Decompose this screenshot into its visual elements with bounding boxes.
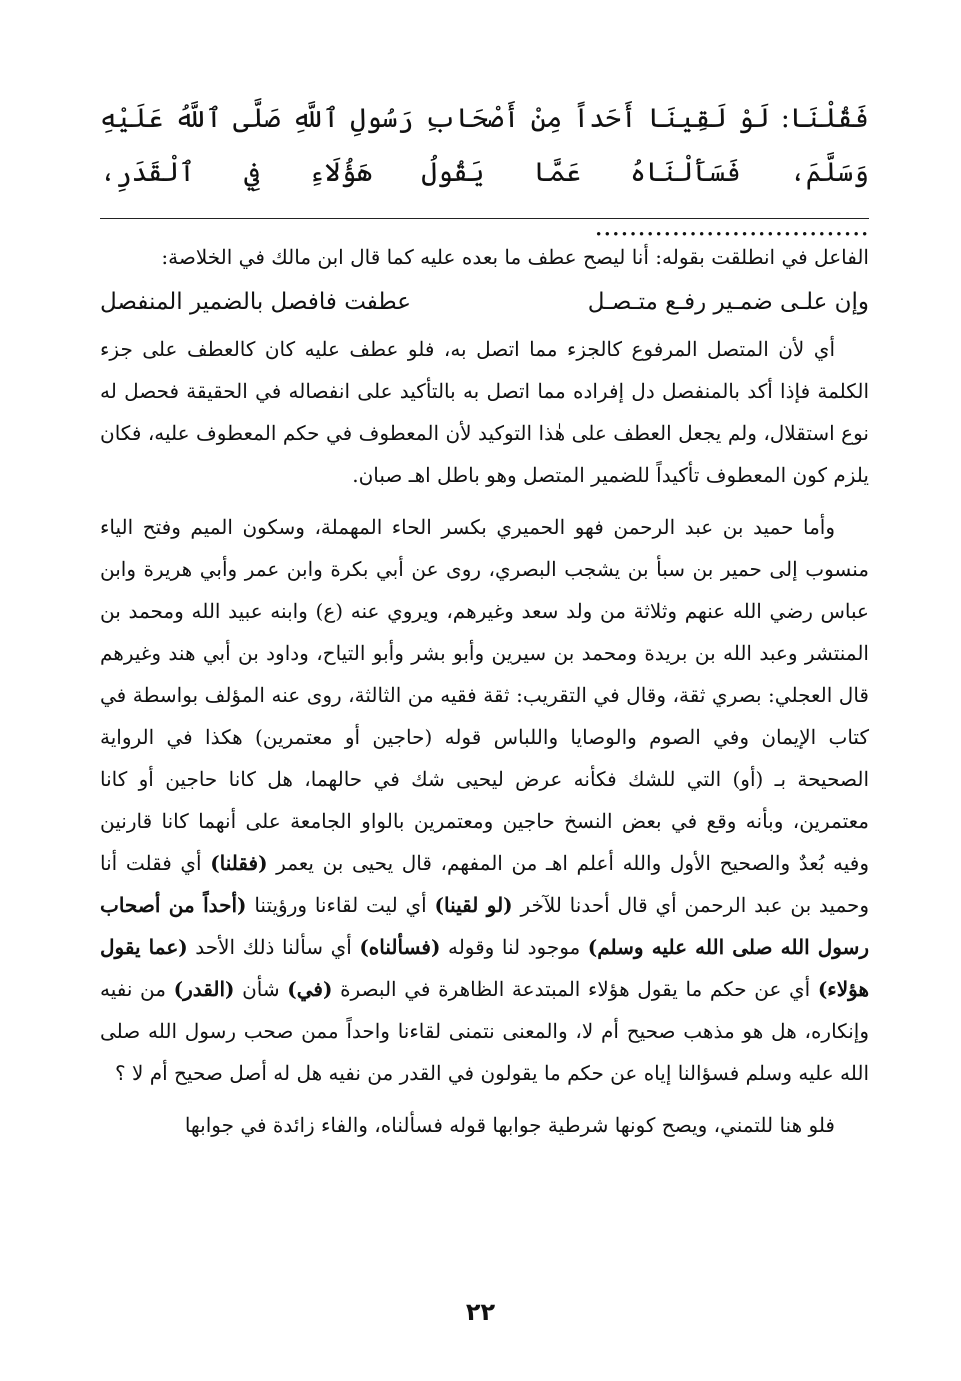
separator-rule xyxy=(100,218,869,219)
verse-first-hemistich: وإن علـى ضمـير رفـع متـصـل xyxy=(587,289,869,315)
ellipsis-dots: ................................ xyxy=(594,211,869,242)
quoted-phrase: (أحداً من أصحاب رسول الله صلى الله عليه وسلم) xyxy=(100,893,870,959)
quoted-phrase: (لو لقينا) xyxy=(434,893,513,917)
commentary-paragraph-3 xyxy=(100,506,869,1094)
text-run: أي عن حكم ما يقول هؤلاء المبتدعة الظاهرة في البصرة xyxy=(340,977,811,1001)
page-number: ٢٢ xyxy=(465,1298,496,1326)
commentary xyxy=(100,236,869,1146)
commentary-paragraph-2: أي لأن المتصل المرفوع كالجزء مما اتصل به، فلو عطف عليه كان كالعطف على جزء الكلمة فإذا أكد بالمنفصل دل إفراده مما اتصل به بالتأكيد على انفصاله في الحقيقة فحصل له نوع استقلال، ولم يجعل العطف على هٰذا التوكيد لأن المعطوف في حكم المعطوف عليه، فكان يلزم كون المعطوف تأكيداً للضمير المتصل وهو باطل اهـ صبان. xyxy=(100,337,869,487)
text-run: أي ليت لقاءنا ورؤيتنا xyxy=(254,893,427,917)
text-run: شأن xyxy=(242,977,280,1001)
text-run: من نفيه وإنكاره، هل هو مذهب صحيح أم لا، والمعنى نتمنى لقاءنا واحداً ممن صحب رسول الله صلى الله عليه وسلم فسؤالنا إياه عن حكم ما يقولون في القدر من نفيه هل له أصل صحيح أم لا ؟ xyxy=(100,977,869,1085)
commentary-paragraph-4: فلو هنا للتمني، ويصح كونها شرطية جوابها قوله فسألناه، والفاء زائدة في جوابها xyxy=(184,1113,835,1137)
hadith-line-1: فَقُلْنَا: لَوْ لَقِينَا أَحَداً مِنْ أَصْحَابِ رَسُولِ ٱللَّهِ صَلَّى ٱللَّهُ عَلَيْهِ وَسَلَّمَ، فَسَأَلْنَاهُ عَمَّا xyxy=(100,103,869,188)
quoted-phrase: (عما يقول هؤلاء) xyxy=(100,935,869,1001)
commentary-paragraph-1: الفاعل في انطلقت بقوله: أنا ليصح عطف ما بعده عليه كما قال ابن مالك في الخلاصة: xyxy=(161,245,869,269)
verse-second-hemistich: عطفت فافصل بالضمير المنفصل xyxy=(100,289,412,315)
quoted-phrase: (في) xyxy=(287,977,333,1001)
quoted-phrase: (فسألناه) xyxy=(359,935,441,959)
hadith-text xyxy=(100,92,869,254)
text-run: أي فقلت أنا وحميد بن عبد الرحمن أي قال أحدنا للآخر xyxy=(100,851,870,917)
quoted-phrase: (فقلنا) xyxy=(210,851,268,875)
text-run: أي سألنا ذلك الأحد xyxy=(195,935,352,959)
text-run: موجود لنا وقوله xyxy=(447,935,581,959)
text-run: وأما حميد بن عبد الرحمن فهو الحميري بكسر الحاء المهملة، وسكون الميم وفتح الياء منسوب إلى حمير بن سبأ بن يشجب البصري، روى عن أبي بكرة وابن عمر وأبي هريرة وابن عباس رضي الله عنهم وثلاثة من ولد سعد وغيرهم، ويروي عنه (ع) وابنه عبيد الله ومحمد بن المنتشر وعبد الله بن بريدة ومحمد بن سيرين وأبو بشر وأبو التياح، وداود بن أبي هند وغيرهم قال العجلي: بصري ثقة، وقال في التقريب: ثقة فقيه من الثالثة، روى عنه المؤلف بواسطة في كتاب الإيمان وفي الصوم والوصايا واللباس قوله (حاجين أو معتمرين) هكذا في الرواية الصحيحة بـ (أو) التي للشك فكأنه عرض ليحيى شك في حالهما، هل كانا حاجين أو كانا معتمرين، وبأنه وقع في بعض النسخ حاجين ومعتمرين بالواو الجامعة على أنهما كانا قارنين وفيه بُعدٌ والصحيح الأول والله أعلم اهـ من المفهم، قال يحيى بن يعمر xyxy=(100,515,869,875)
hadith-line-2: يَقُولُ هَؤُلَاءِ فِي ٱلْقَدَرِ، xyxy=(100,157,485,188)
poetry-verse xyxy=(100,280,869,324)
quoted-phrase: (القدر) xyxy=(173,977,235,1001)
